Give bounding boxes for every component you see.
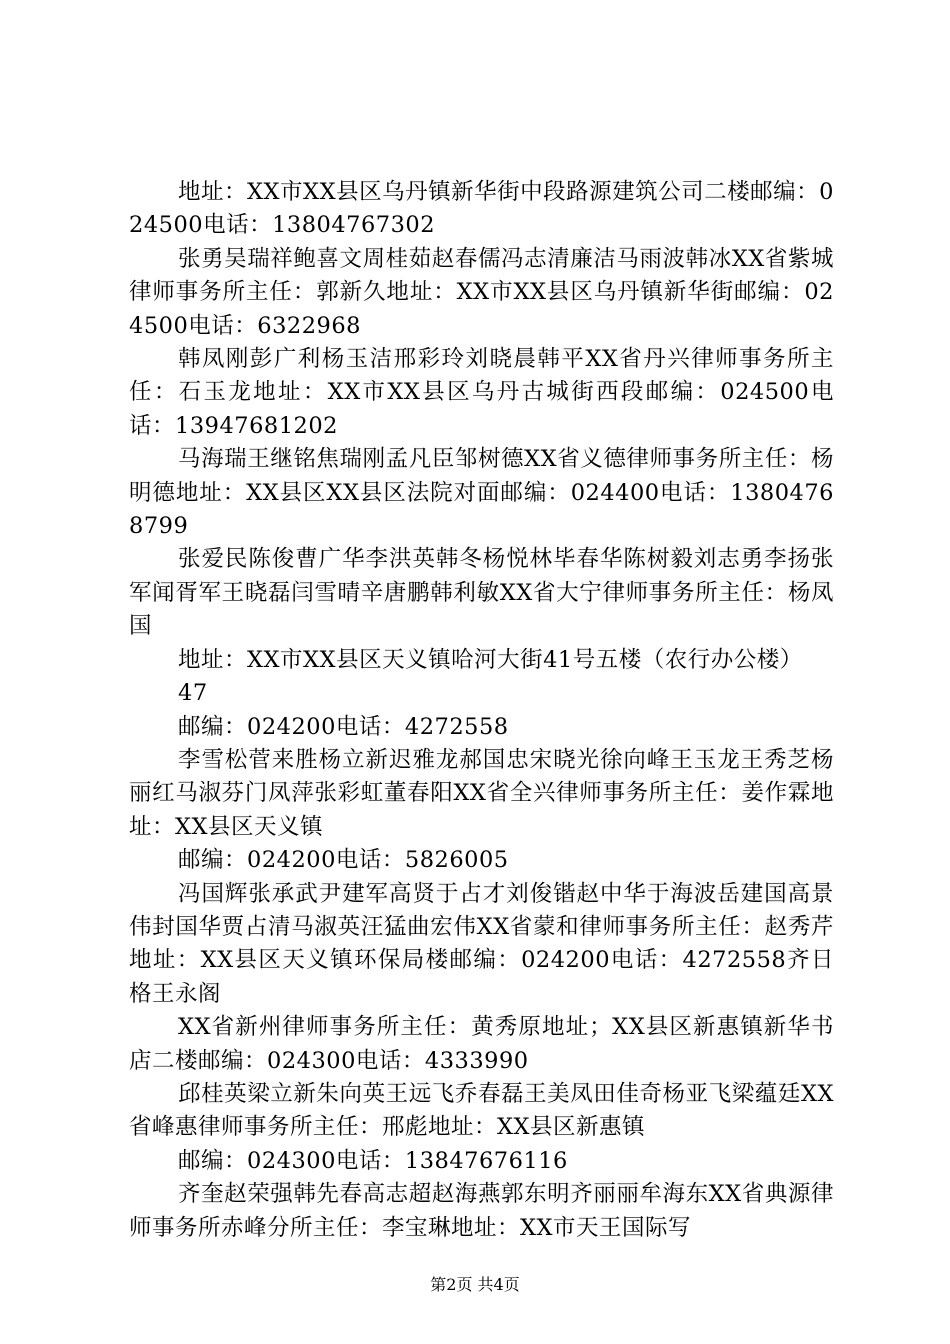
paragraph-12: XX省新州律师事务所主任：黄秀原地址；XX县区新惠镇新华书店二楼邮编：024300电话：4333990: [129, 1014, 834, 1074]
paragraph-14: 邮编：024300电话：13847676116: [178, 1147, 568, 1174]
document-body: [129, 176, 834, 1245]
paragraph-15: 齐奎赵荣强韩先春高志超赵海燕郭东明齐丽丽牟海东XX省典源律师事务所赤峰分所主任：李宝琳地址：XX市天王国际写: [129, 1181, 834, 1241]
paragraph-2: 张勇吴瑞祥鲍喜文周桂茹赵春儒冯志清廉洁马雨波韩冰XX省紫城律师事务所主任：郭新久地址：XX市XX县区乌丹镇新华街邮编：024500电话：6322968: [129, 245, 834, 339]
paragraph-8: 邮编：024200电话：4272558: [178, 713, 509, 740]
paragraph-1: 地址：XX市XX县区乌丹镇新华街中段路源建筑公司二楼邮编：024500电话：13804767302: [129, 179, 834, 239]
paragraph-13: 邱桂英梁立新朱向英王远飞乔春磊王美凤田佳奇杨亚飞梁蕴廷XX省峰惠律师事务所主任：邢彪地址：XX县区新惠镇: [129, 1080, 834, 1141]
paragraph-11: 冯国辉张承武尹建军高贤于占才刘俊锴赵中华于海波岳建国高景伟封国华贾占清马淑英汪猛曲宏伟XX省蒙和律师事务所主任：赵秀芹地址：XX县区天义镇环保局楼邮编：024200电话：4272558齐日格王永阁: [129, 880, 834, 1007]
paragraph-3: 韩凤刚彭广利杨玉洁邢彩玲刘晓晨韩平XX省丹兴律师事务所主任：石玉龙地址：XX市XX县区乌丹古城街西段邮编：024500电话：13947681202: [129, 346, 834, 439]
paragraph-9: 李雪松菅来胜杨立新迟雅龙郝国忠宋晓光徐向峰王玉龙王秀芝杨丽红马淑芬门凤萍张彩虹董春阳XX省全兴律师事务所主任：姜作霖地址：XX县区天义镇: [129, 746, 834, 840]
paragraph-10: 邮编：024200电话：5826005: [178, 847, 509, 874]
paragraph-6: 地址：XX市XX县区天义镇哈河大街41号五楼（农行办公楼）: [178, 646, 803, 673]
page-number-footer: 第2页 共4页: [430, 1275, 520, 1294]
paragraph-5: 张爱民陈俊曹广华李洪英韩冬杨悦林毕春华陈树毅刘志勇李扬张军闻胥军王晓磊闫雪晴辛唐鹏韩利敏XX省大宁律师事务所主任：杨凤国: [129, 546, 834, 640]
paragraph-4: 马海瑞王继铭焦瑞刚孟凡臣邹树德XX省义德律师事务所主任：杨明德地址：XX县区XX县区法院对面邮编：024400电话：13804768799: [129, 446, 834, 540]
paragraph-7: 47: [178, 680, 208, 707]
